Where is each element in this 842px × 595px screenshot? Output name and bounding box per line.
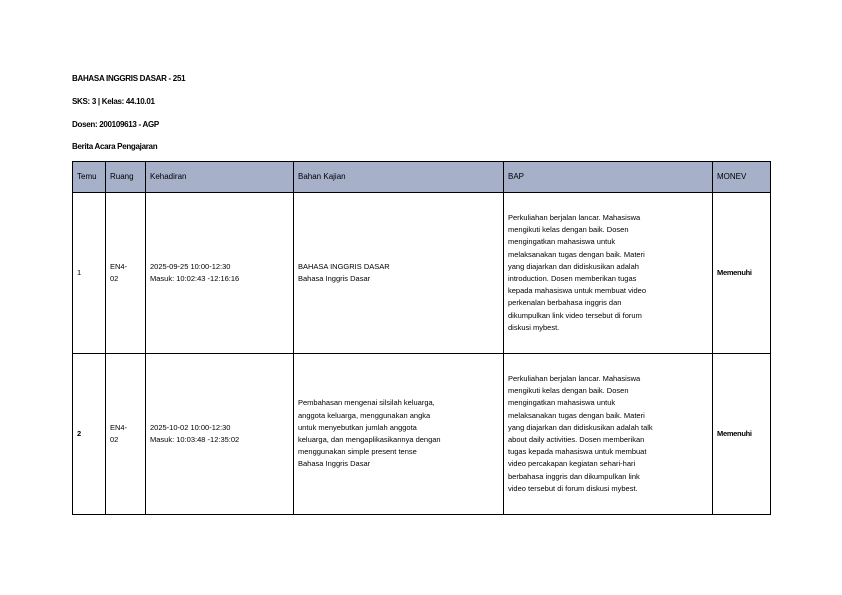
col-header-bahan-kajian: Bahan Kajian	[294, 162, 504, 193]
cell-bap: Perkuliahan berjalan lancar. Mahasiswa mengikuti kelas dengan baik. Dosen mengingatkan mahasiswa untuk melaksanakan tugas dengan baik. Materi yang diajarkan dan didiskusikan adalah talk about daily activities. Dosen memberikan tugas kepada mahasiswa untuk membuat video percakapan kegiatan sehari-hari berbahasa inggris dan dikumpulkan link video tersebut di forum diskusi mybest.	[504, 354, 713, 515]
cell-monev: Memenuhi	[713, 193, 771, 354]
cell-kehadiran: 2025-09-25 10:00-12:30 Masuk: 10:02:43 -12:16:16	[146, 193, 294, 354]
col-header-ruang: Ruang	[106, 162, 146, 193]
col-header-kehadiran: Kehadiran	[146, 162, 294, 193]
cell-ruang: EN4- 02	[106, 193, 146, 354]
col-header-bap: BAP	[504, 162, 713, 193]
cell-ruang: EN4- 02	[106, 354, 146, 515]
bap-table	[72, 161, 771, 515]
cell-kehadiran: 2025-10-02 10:00-12:30 Masuk: 10:03:48 -12:35:02	[146, 354, 294, 515]
cell-bahan-kajian: BAHASA INGGRIS DASAR Bahasa Inggris Dasar	[294, 193, 504, 354]
cell-bap: Perkuliahan berjalan lancar. Mahasiswa mengikuti kelas dengan baik. Dosen mengingatkan mahasiswa untuk melaksanakan tugas dengan baik. Materi yang diajarkan dan didiskusikan adalah introduction. Dosen memberikan tugas kepada mahasiswa untuk membuat video perkenalan berbahasa inggris dan dikumpulkan link video tersebut di forum diskusi mybest.	[504, 193, 713, 354]
cell-temu: 2	[73, 354, 106, 515]
col-header-monev: MONEV	[713, 162, 771, 193]
cell-monev: Memenuhi	[713, 354, 771, 515]
table-row	[73, 193, 771, 354]
col-header-temu: Temu	[73, 162, 106, 193]
cell-bahan-kajian: Pembahasan mengenai silsilah keluarga, anggota keluarga, menggunakan angka untuk menyebutkan jumlah anggota keluarga, dan mengaplikasikannya dengan menggunakan simple present tense Bahasa Inggris Dasar	[294, 354, 504, 515]
dosen-info: Dosen: 200109613 - AGP	[72, 120, 159, 129]
cell-temu: 1	[73, 193, 106, 354]
sks-kelas-info: SKS: 3 | Kelas: 44.10.01	[72, 97, 155, 106]
table-header-row	[73, 162, 771, 193]
table-row	[73, 354, 771, 515]
section-title: Berita Acara Pengajaran	[72, 142, 158, 151]
course-title: BAHASA INGGRIS DASAR - 251	[72, 74, 186, 83]
